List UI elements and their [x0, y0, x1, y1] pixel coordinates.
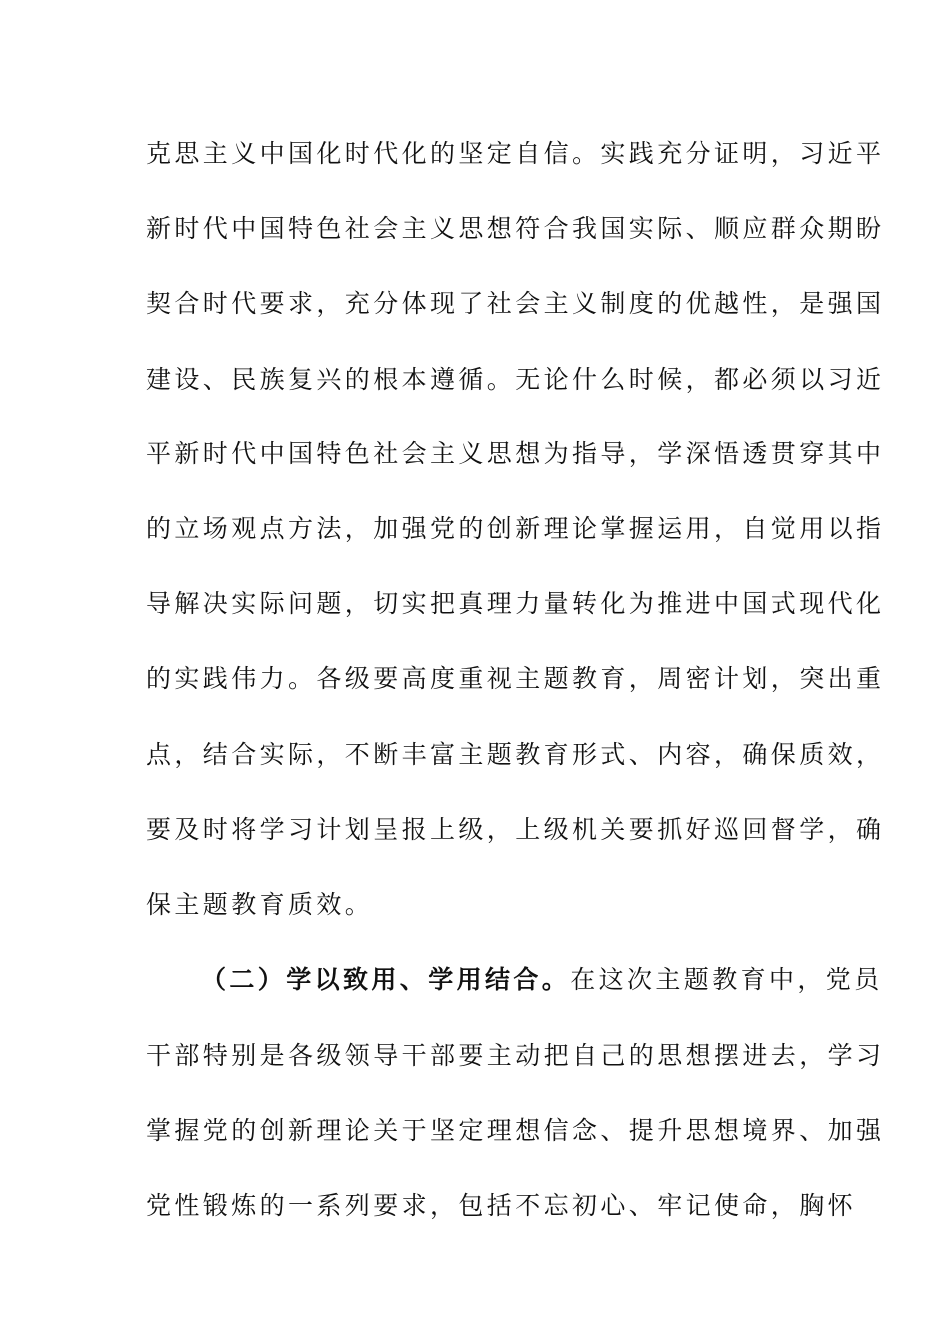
section-line-4: 党性锻炼的一系列要求，包括不忘初心、牢记使命，胸怀 — [146, 1191, 857, 1220]
paragraph-line-7: 导解决实际问题，切实把真理力量转化为推进中国式现代化 — [146, 589, 885, 618]
section-heading: （二）学以致用、学用结合。 — [201, 965, 571, 994]
paragraph-line-6: 的立场观点方法，加强党的创新理论掌握运用，自觉用以指 — [146, 514, 885, 543]
paragraph-line-5: 平新时代中国特色社会主义思想为指导，学深悟透贯穿其中 — [146, 439, 885, 468]
paragraph-line-4: 建设、民族复兴的根本遵循。无论什么时候，都必须以习近 — [146, 365, 885, 394]
paragraph-line-1: 克思主义中国化时代化的坚定自信。实践充分证明，习近平 — [146, 139, 885, 168]
paragraph-line-9: 点，结合实际，不断丰富主题教育形式、内容，确保质效， — [146, 740, 885, 769]
paragraph-line-3: 契合时代要求，充分体现了社会主义制度的优越性，是强国 — [146, 289, 885, 318]
section-first-line — [201, 964, 881, 996]
section-line-2: 干部特别是各级领导干部要主动把自己的思想摆进去，学习 — [146, 1041, 885, 1070]
section-first-line-text: 在这次主题教育中，党员 — [570, 965, 883, 994]
paragraph-line-10: 要及时将学习计划呈报上级，上级机关要抓好巡回督学，确 — [146, 815, 885, 844]
paragraph-line-2: 新时代中国特色社会主义思想符合我国实际、顺应群众期盼 — [146, 214, 885, 243]
section-line-3: 掌握党的创新理论关于坚定理想信念、提升思想境界、加强 — [146, 1116, 885, 1145]
paragraph-line-11: 保主题教育质效。 — [146, 890, 374, 919]
paragraph-line-8: 的实践伟力。各级要高度重视主题教育，周密计划，突出重 — [146, 664, 885, 693]
